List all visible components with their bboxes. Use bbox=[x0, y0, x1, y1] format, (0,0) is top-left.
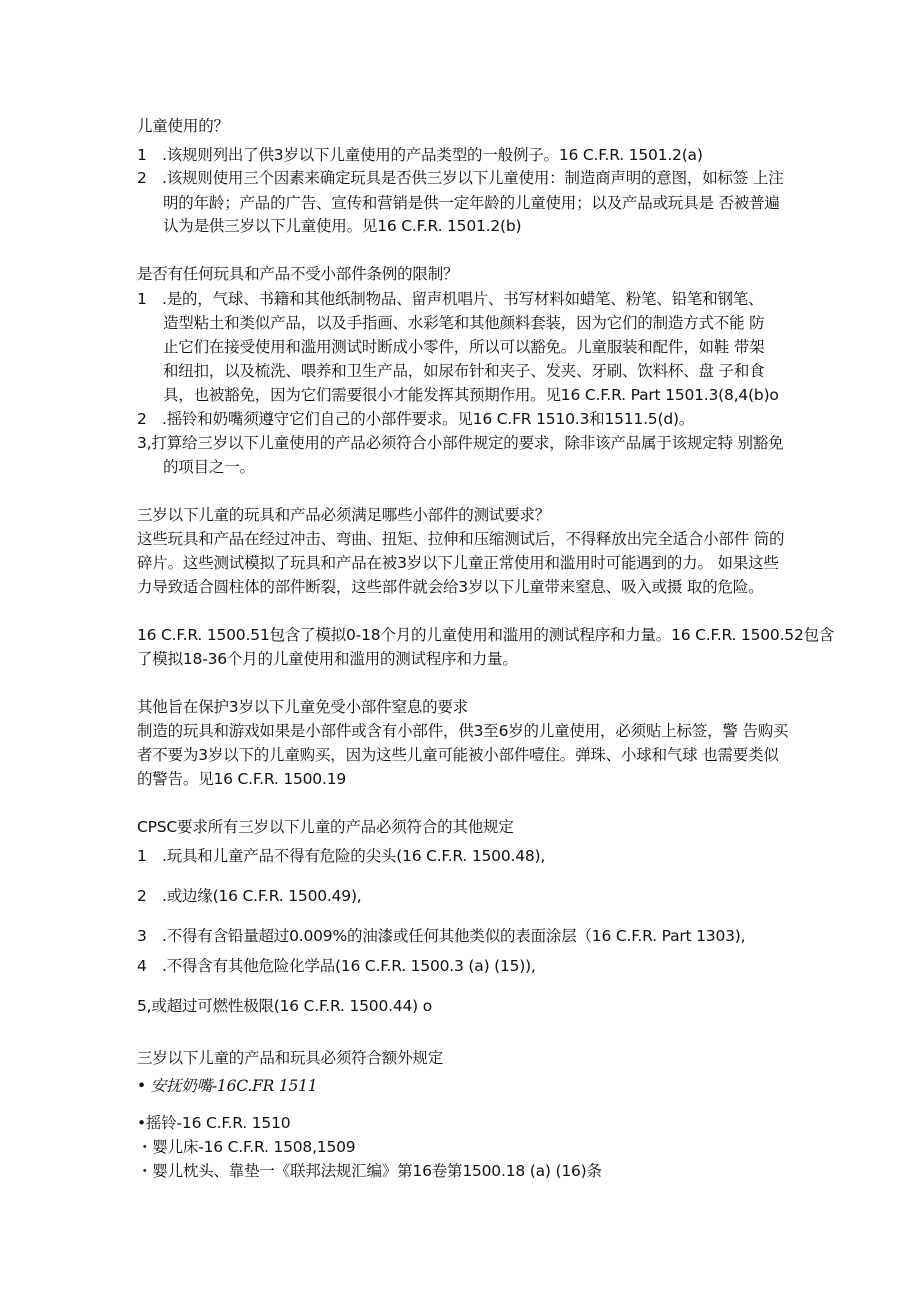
list-item-5: 5,或超过可燃性极限(16 C.F.R. 1500.44) o bbox=[137, 997, 433, 1015]
paragraph-line: 16 C.F.R. 1500.51包含了模拟0-18个月的儿童使用和滥用的测试程序和力量。16 C.F.R. 1500.52包含 bbox=[137, 626, 835, 644]
bullet-item-pillow: ・婴儿枕头、靠垫一《联邦法规汇编》第16卷第1500.18 (a) (16)条 bbox=[137, 1162, 602, 1180]
paragraph-line: 者不要为3岁以下的儿童购买，因为这些儿童可能被小部件噎住。弹珠、小球和气球 也需要类似 bbox=[137, 746, 779, 764]
bullet-item-pacifier: • 安抚奶嘴-16C.FR 1511 bbox=[137, 1077, 318, 1095]
list-item-2: 2 .该规则使用三个因素来确定玩具是否供三岁以下儿童使用：制造商声明的意图，如标签 上注 bbox=[137, 169, 784, 187]
list-item-4: 4 .不得含有其他危险化学品(16 C.F.R. 1500.3 (a) (15)), bbox=[137, 957, 536, 975]
list-item-1-cont: 具，也被豁免，因为它们需要很小才能发挥其预期作用。见16 C.F.R. Part 1501.3(8,4(b)o bbox=[163, 386, 779, 404]
list-item-1-cont: 止它们在接受使用和滥用测试时断成小零件，所以可以豁免。儿童服装和配件，如鞋 带架 bbox=[163, 338, 765, 356]
list-item-1-cont: 造型粘土和类似产品，以及手指画、水彩笔和其他颜料套装，因为它们的制造方式不能 防 bbox=[163, 314, 765, 332]
bullet-item-crib: ・婴儿床-16 C.F.R. 1508,1509 bbox=[137, 1138, 356, 1156]
section-heading-additional: 三岁以下儿童的产品和玩具必须符合额外规定 bbox=[137, 1049, 444, 1067]
section-heading-other-requirements: 其他旨在保护3岁以下儿童免受小部件窒息的要求 bbox=[137, 698, 468, 716]
list-item-3: 3 .不得有含铅量超过0.009%的油漆或任何其他类似的表面涂层（16 C.F.R. Part 1303), bbox=[137, 927, 746, 945]
list-item-3-cont: 的项目之一。 bbox=[163, 458, 255, 476]
intro-question-tail: 儿童使用的？ bbox=[137, 117, 229, 135]
section-heading-exemptions: 是否有任何玩具和产品不受小部件条例的限制？ bbox=[137, 265, 459, 283]
paragraph-line: 了模拟18-36个月的儿童使用和滥用的测试程序和力量。 bbox=[137, 650, 518, 668]
paragraph-line: 这些玩具和产品在经过冲击、弯曲、扭矩、拉伸和压缩测试后，不得释放出完全适合小部件 筒的 bbox=[137, 530, 785, 548]
paragraph-line: 的警告。见16 C.F.R. 1500.19 bbox=[137, 770, 347, 788]
section-heading-testing: 三岁以下儿童的玩具和产品必须满足哪些小部件的测试要求？ bbox=[137, 506, 551, 524]
list-item-2-cont: 明的年龄；产品的广告、宣传和营销是供一定年龄的儿童使用；以及产品或玩具是 否被普遍 bbox=[163, 194, 780, 212]
list-item-1: 1 .玩具和儿童产品不得有危险的尖头(16 C.F.R. 1500.48), bbox=[137, 847, 546, 865]
list-item-2-cont: 认为是供三岁以下儿童使用。见16 C.F.R. 1501.2(b) bbox=[163, 217, 522, 235]
list-item-2: 2 .摇铃和奶嘴须遵守它们自己的小部件要求。见16 C.FR 1510.3和1511.5(d)。 bbox=[137, 410, 695, 428]
paragraph-line: 碎片。这些测试模拟了玩具和产品在被3岁以下儿童正常使用和滥用时可能遇到的力。 如果这些 bbox=[137, 554, 779, 572]
section-heading-cpsc: CPSC要求所有三岁以下儿童的产品必须符合的其他规定 bbox=[137, 818, 514, 836]
paragraph-line: 力导致适合圆柱体的部件断裂，这些部件就会给3岁以下儿童带来窒息、吸入或摄 取的危险。 bbox=[137, 578, 764, 596]
paragraph-line: 制造的玩具和游戏如果是小部件或含有小部件，供3至6岁的儿童使用，必须贴上标签，警 告购买 bbox=[137, 722, 789, 740]
list-item-2: 2 .或边缘(16 C.F.R. 1500.49), bbox=[137, 887, 362, 905]
list-item-1: 1 .是的，气球、书籍和其他纸制物品、留声机唱片、书写材料如蜡笔、粉笔、铅笔和钢笔、 bbox=[137, 290, 764, 308]
list-item-1-cont: 和纽扣，以及梳洗、喂养和卫生产品，如尿布针和夹子、发夹、牙刷、饮料杯、盘 子和食 bbox=[163, 362, 765, 380]
bullet-item-rattle: •摇铃-16 C.F.R. 1510 bbox=[137, 1114, 291, 1132]
list-item-3: 3,打算给三岁以下儿童使用的产品必须符合小部件规定的要求，除非该产品属于该规定特 别豁免 bbox=[137, 434, 784, 452]
list-item-1: 1 .该规则列出了供3岁以下儿童使用的产品类型的一般例子。16 C.F.R. 1501.2(a) bbox=[137, 146, 703, 164]
